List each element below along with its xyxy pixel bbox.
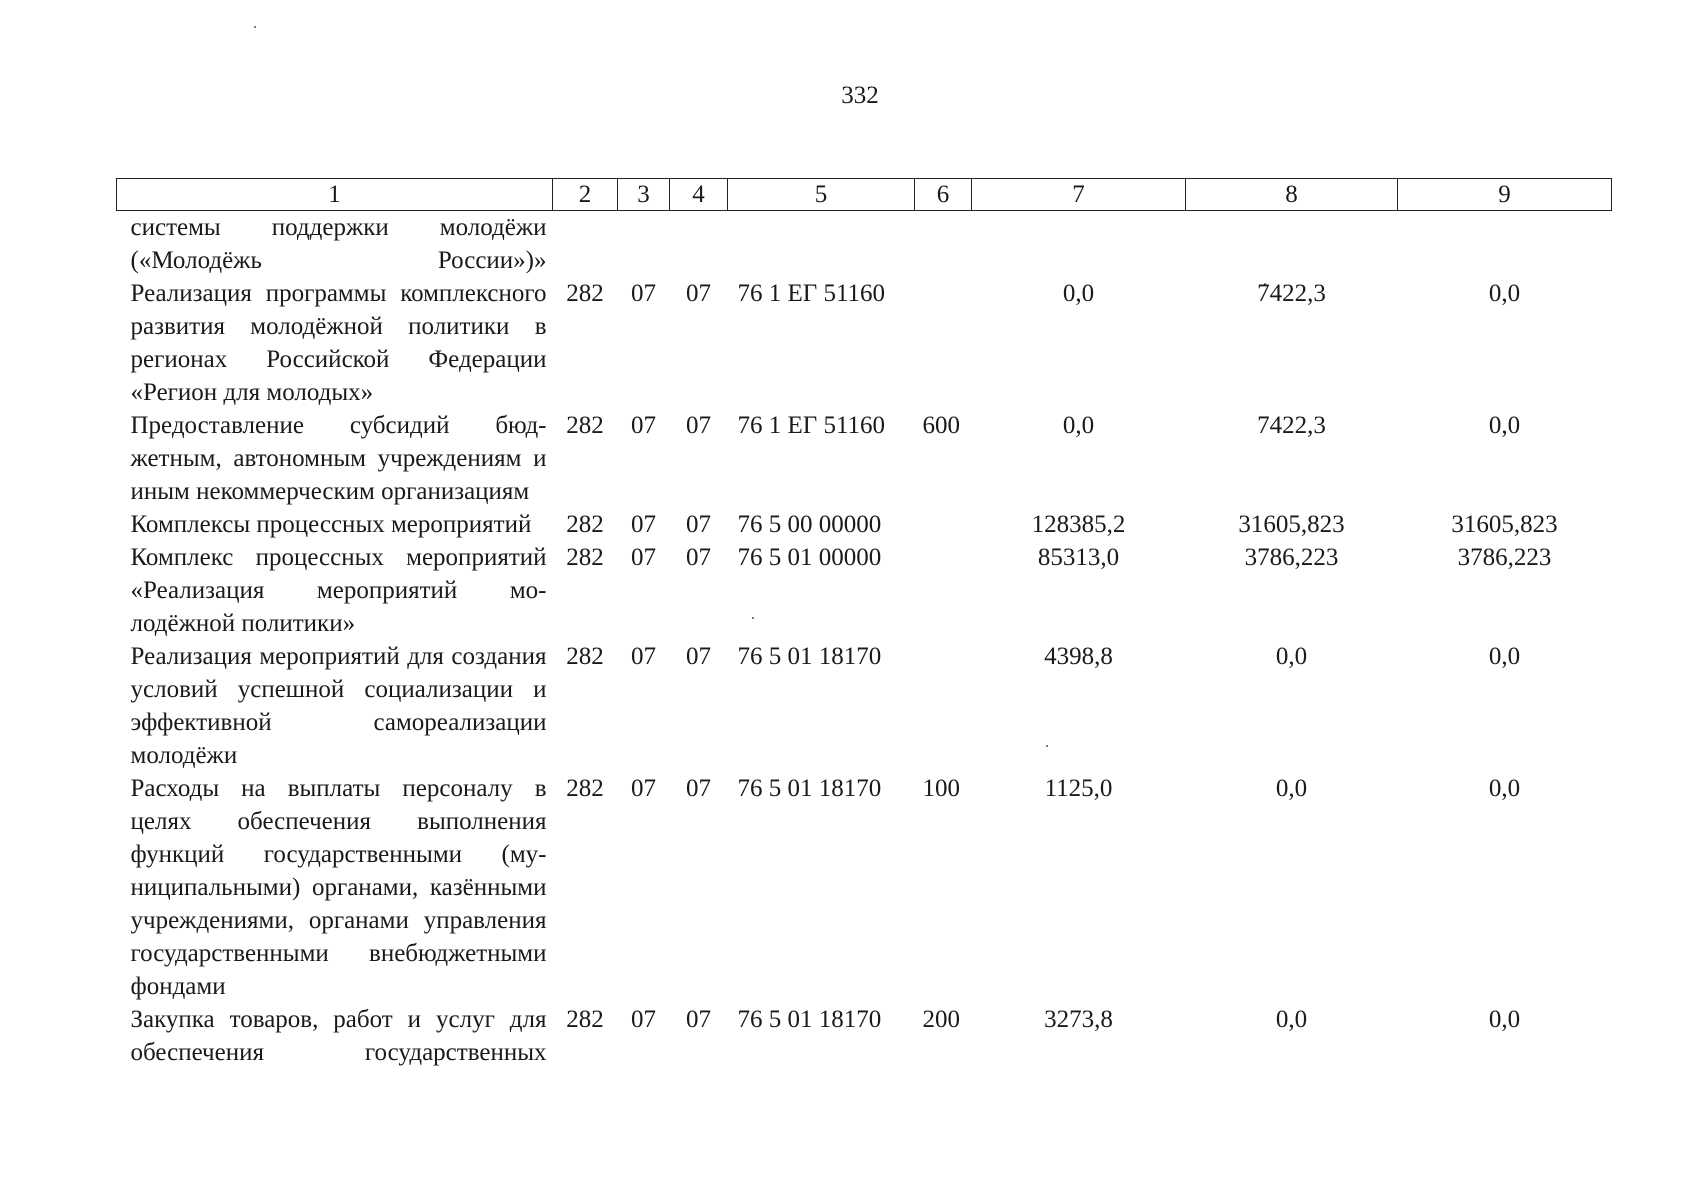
row-value-7: 128385,2 xyxy=(1031,511,1126,538)
scan-speck xyxy=(254,26,256,28)
row-vr xyxy=(915,541,972,640)
row-value-8: 3786,223 xyxy=(1244,544,1339,571)
row-pr: 07 xyxy=(686,544,711,571)
row-csr: 76 5 00 00000 xyxy=(737,511,882,538)
row-rz: 07 xyxy=(631,280,656,307)
table-row xyxy=(117,211,1612,278)
row-vr xyxy=(915,277,972,409)
table-row xyxy=(117,277,1612,409)
row-value-9: 0,0 xyxy=(1488,280,1521,307)
table-row xyxy=(117,1003,1612,1069)
row-vr: 600 xyxy=(922,412,960,439)
row-rz: 07 xyxy=(631,1006,656,1033)
row-csr: 76 5 01 18170 xyxy=(737,775,882,802)
row-name: Реализация мероприятий для создания условий успешной социализации и эффективной самореализации молодёжи xyxy=(130,643,547,769)
row-value-9: 0,0 xyxy=(1488,643,1521,670)
row-gr: 282 xyxy=(566,1006,604,1033)
column-header-3: 3 xyxy=(618,179,670,211)
table-row xyxy=(117,541,1612,640)
row-value-9: 0,0 xyxy=(1488,1006,1521,1033)
column-header-8: 8 xyxy=(1186,179,1398,211)
row-csr: 76 5 01 00000 xyxy=(737,544,882,571)
row-value-7 xyxy=(972,211,1186,278)
row-vr xyxy=(915,211,972,278)
row-gr xyxy=(553,211,618,278)
row-rz: 07 xyxy=(631,412,656,439)
row-value-9 xyxy=(1398,211,1612,278)
row-value-9: 3786,223 xyxy=(1457,544,1552,571)
row-value-8: 7422,3 xyxy=(1257,412,1326,439)
row-rz xyxy=(618,211,670,278)
row-csr: 76 1 ЕГ 51160 xyxy=(737,280,886,307)
row-pr: 07 xyxy=(686,775,711,802)
column-header-5: 5 xyxy=(728,179,915,211)
row-value-8: 0,0 xyxy=(1275,643,1308,670)
row-pr: 07 xyxy=(686,1006,711,1033)
table-row xyxy=(117,772,1612,1003)
row-value-8: 7422,3 xyxy=(1257,280,1326,307)
row-value-8: 31605,823 xyxy=(1238,511,1345,538)
table-row xyxy=(117,409,1612,508)
row-value-9: 0,0 xyxy=(1488,775,1521,802)
row-vr xyxy=(915,640,972,772)
row-name: Расходы на выплаты персоналу в целях обеспечения выполнения функций государственными (муниципальными) органами, казёнными учреждениями, органами управления государственными внебюджетными фондами xyxy=(130,775,547,1000)
row-vr: 100 xyxy=(922,775,960,802)
row-gr: 282 xyxy=(566,544,604,571)
column-header-9: 9 xyxy=(1398,179,1612,211)
row-pr: 07 xyxy=(686,643,711,670)
table-row xyxy=(117,640,1612,772)
row-value-8: 0,0 xyxy=(1275,1006,1308,1033)
page-number: 332 xyxy=(841,82,879,109)
row-value-8: 0,0 xyxy=(1275,775,1308,802)
row-rz: 07 xyxy=(631,544,656,571)
row-name: Комплекс процессных мероприятий «Реализация мероприятий молодёжной политики» xyxy=(130,544,547,637)
budget-table xyxy=(116,178,1612,1069)
row-rz: 07 xyxy=(631,775,656,802)
row-csr: 76 1 ЕГ 51160 xyxy=(737,412,886,439)
column-header-4: 4 xyxy=(670,179,728,211)
row-pr: 07 xyxy=(686,412,711,439)
row-value-7: 3273,8 xyxy=(1044,1006,1113,1033)
row-name: Комплексы процессных мероприятий xyxy=(130,511,532,538)
row-value-9: 31605,823 xyxy=(1451,511,1558,538)
row-csr: 76 5 01 18170 xyxy=(737,1006,882,1033)
row-value-9: 0,0 xyxy=(1488,412,1521,439)
row-gr: 282 xyxy=(566,643,604,670)
row-vr xyxy=(915,508,972,541)
row-value-7: 0,0 xyxy=(1062,412,1095,439)
row-rz: 07 xyxy=(631,643,656,670)
row-value-7: 0,0 xyxy=(1062,280,1095,307)
row-value-8 xyxy=(1186,211,1398,278)
row-name: системы поддержки молодёжи («Молодёжь России»)» xyxy=(130,214,547,274)
table-header-row xyxy=(117,179,1612,211)
row-csr: 76 5 01 18170 xyxy=(737,643,882,670)
row-pr: 07 xyxy=(686,511,711,538)
column-header-2: 2 xyxy=(553,179,618,211)
row-rz: 07 xyxy=(631,511,656,538)
column-header-7: 7 xyxy=(972,179,1186,211)
row-name: Предоставление субсидий бюджетным, автономным учреждениям и иным некоммерческим организациям xyxy=(130,412,547,505)
row-vr: 200 xyxy=(922,1006,960,1033)
row-value-7: 4398,8 xyxy=(1044,643,1113,670)
row-gr: 282 xyxy=(566,412,604,439)
row-csr xyxy=(728,211,915,278)
row-pr xyxy=(670,211,728,278)
row-value-7: 85313,0 xyxy=(1037,544,1120,571)
table-row xyxy=(117,508,1612,541)
row-pr: 07 xyxy=(686,280,711,307)
row-gr: 282 xyxy=(566,775,604,802)
column-header-6: 6 xyxy=(915,179,972,211)
row-gr: 282 xyxy=(566,280,604,307)
row-name: Закупка товаров, работ и услуг для обеспечения государственных xyxy=(130,1006,547,1066)
row-name: Реализация программы комплексного развития молодёжной политики в регионах Российской Федерации «Регион для молодых» xyxy=(130,280,547,406)
column-header-1: 1 xyxy=(117,179,553,211)
row-gr: 282 xyxy=(566,511,604,538)
row-value-7: 1125,0 xyxy=(1044,775,1113,802)
